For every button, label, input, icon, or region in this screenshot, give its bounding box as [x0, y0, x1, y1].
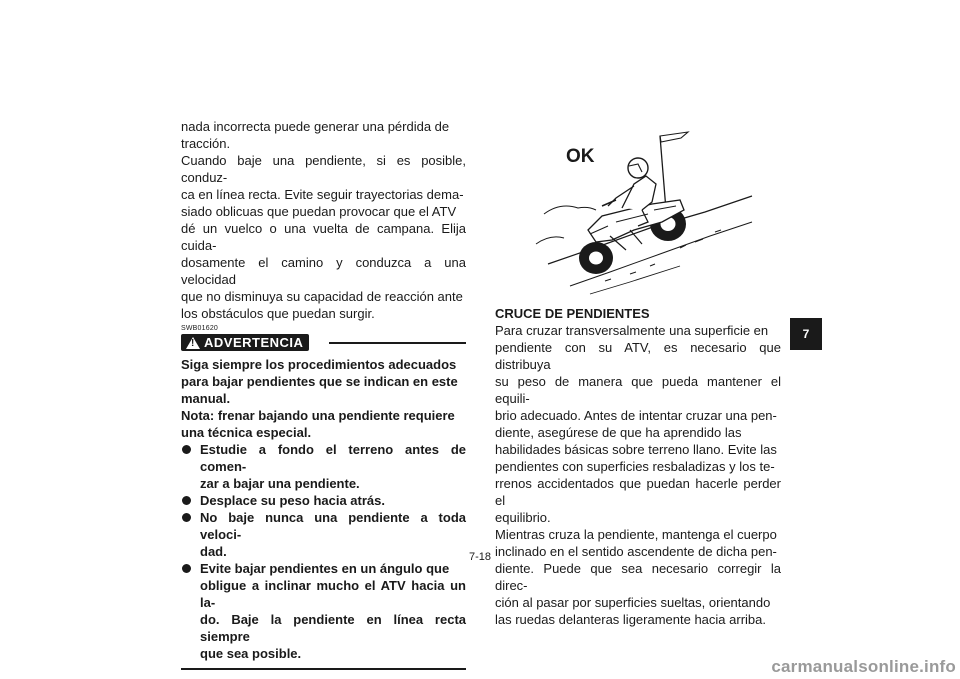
text-line: que no disminuya su capacidad de reacción ante: [181, 289, 463, 304]
text-line: tracción.: [181, 136, 231, 151]
text-line: que sea posible.: [200, 646, 302, 661]
right-column: [495, 305, 781, 628]
page-number: 7-18: [468, 551, 492, 563]
text-line: para bajar pendientes que se indican en este: [181, 374, 458, 389]
warning-bullet-list: [181, 441, 466, 662]
text-line: siado oblicuas que puedan provocar que el ATV: [181, 204, 457, 219]
text-line: pendientes con superficies resbaladizas y los te-: [495, 459, 775, 474]
text-line: las ruedas delanteras ligeramente hacia arriba.: [495, 612, 766, 627]
bullet-icon: [182, 513, 191, 522]
text-line: Mientras cruza la pendiente, mantenga el cuerpo: [495, 527, 777, 542]
ok-label: OK: [566, 146, 595, 167]
warning-label: ADVERTENCIA: [204, 335, 304, 350]
atv-rider-descending-slope-illustration: [530, 126, 760, 298]
text-line: diente. Puede que sea necesario corregir la direc-: [495, 561, 781, 593]
text-line: do. Baje la pendiente en línea recta siempre: [200, 612, 466, 644]
text-line: ca en línea recta. Evite seguir trayectorias dema-: [181, 187, 464, 202]
text-line: Siga siempre los procedimientos adecuados: [181, 357, 457, 372]
hill-outline: [544, 206, 596, 214]
text-line: manual.: [181, 391, 231, 406]
text-line: brio adecuado. Antes de intentar cruzar una pen-: [495, 408, 777, 423]
text-line: nada incorrecta puede generar una pérdida de: [181, 119, 450, 134]
warning-text: [181, 356, 466, 441]
chapter-tab: 7: [790, 318, 822, 350]
text-line: dad.: [200, 544, 227, 559]
warning-triangle-icon: [186, 337, 200, 349]
text-line: Estudie a fondo el terreno antes de comen-: [200, 442, 466, 474]
text-line: obligue a inclinar mucho el ATV hacia un la-: [200, 578, 466, 610]
watermark: carmanualsonline.info: [771, 657, 956, 676]
list-item: [181, 441, 466, 492]
warning-badge: [181, 334, 309, 351]
hill-outline: [536, 237, 564, 244]
text-line: una técnica especial.: [181, 425, 312, 440]
warning-end-rule: [181, 668, 466, 670]
warning-header: [181, 334, 466, 351]
text-line: ción al pasar por superficies sueltas, orientando: [495, 595, 771, 610]
list-item: [181, 509, 466, 560]
text-line: dé un vuelco o una vuelta de campana. Elija cuida-: [181, 221, 466, 253]
list-item: [181, 492, 466, 509]
text-line: diente, asegúrese de que ha aprendido las: [495, 425, 742, 440]
text-line: Cuando baje una pendiente, si es posible, conduz-: [181, 153, 466, 185]
text-line: zar a bajar una pendiente.: [200, 476, 360, 491]
intro-paragraph: [181, 118, 466, 322]
text-line: inclinado en el sentido ascendente de dicha pen-: [495, 544, 777, 559]
text-line: Desplace su peso hacia atrás.: [200, 493, 385, 508]
bullet-icon: [182, 445, 191, 454]
warning-rule: [329, 342, 466, 344]
text-line: pendiente con su ATV, es necesario que distribuya: [495, 340, 781, 372]
text-line: Para cruzar transversalmente una superficie en: [495, 323, 769, 338]
text-line: su peso de manera que pueda mantener el equili-: [495, 374, 781, 406]
text-line: los obstáculos que puedan surgir.: [181, 306, 375, 321]
text-line: Nota: frenar bajando una pendiente requiere: [181, 408, 455, 423]
text-line: dosamente el camino y conduzca a una velocidad: [181, 255, 466, 287]
text-line: habilidades básicas sobre terreno llano. Evite las: [495, 442, 777, 457]
warning-code: SWB01620: [181, 325, 219, 332]
flag-pole: [660, 136, 666, 210]
section-title: CRUCE DE PENDIENTES: [495, 306, 650, 321]
text-line: rrenos accidentados que puedan hacerle perder el: [495, 476, 781, 508]
text-line: equilibrio.: [495, 510, 551, 525]
bullet-icon: [182, 564, 191, 573]
helmet-icon: [628, 158, 648, 178]
text-line: No baje nunca una pendiente a toda veloci-: [200, 510, 466, 542]
flag-icon: [660, 132, 688, 142]
list-item: [181, 560, 466, 662]
text-line: Evite bajar pendientes en un ángulo que: [200, 561, 450, 576]
section-body: [495, 322, 781, 628]
left-column: [181, 118, 466, 670]
bullet-icon: [182, 496, 191, 505]
front-hub: [589, 251, 604, 265]
